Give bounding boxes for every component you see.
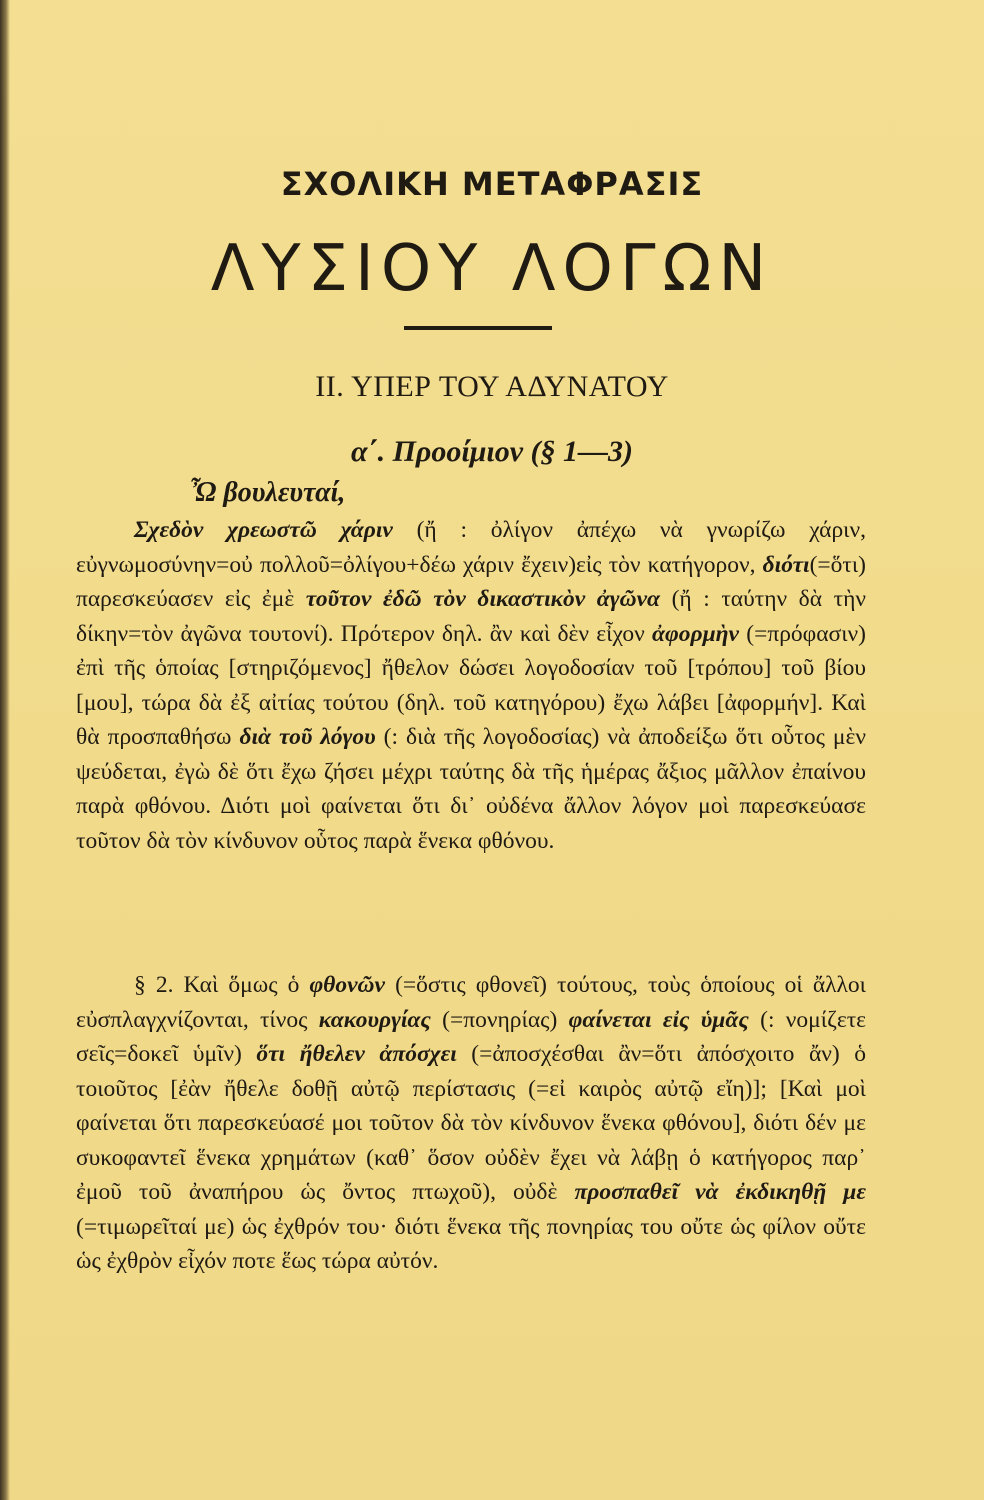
para2-segment: κακουργίας [318,1006,431,1033]
para1-segment: Σχεδὸν χρεωστῶ χάριν [134,517,393,543]
series-title: ΣΧΟΛΙΚΗ ΜΕΤΑΦΡΑΣΙΣ [280,165,704,203]
para1-segment: (ἤ : ὀλίγον ἀπέχω νὰ γνωρίζω χάριν, εὐγνωμοσύνην=οὐ πολλοῦ=ὀλίγου+δέω χάριν ἔχειν)εἰς τὸν κατήγορον, [76,517,866,578]
para1-segment: ἀφορμὴν [651,620,739,647]
para2-segment: ὅτι ἤθελεν ἀπόσχει [256,1041,457,1067]
para2-segment: (=ὅστις φθονεῖ) τούτους, τοὺς ὁποίους οἱ ἄλλοι εὐσπλαγχνίζονται, τίνος [76,972,866,1033]
para1-segment: (=ὅτι) παρεσκεύασεν εἰς ἐμὲ [76,551,866,612]
para1-segment: (=πρόφασιν) ἐπὶ τῆς ὁποίας [στηριζόμενος] ἤθελον δώσει λογοδοσίαν τοῦ [τρόπου] τοῦ βίου [μου], τώρα δὰ ἐξ αἰτίας τούτου (δηλ. τοῦ κατηγόρου) ἔχω λάβει [ἀφορμήν]. Καὶ θὰ προσπαθήσω [76,620,866,750]
subsection-heading: α΄. Προοίμιον (§ 1—3) [350,435,634,468]
para2-segment: (=ἀποσχέσθαι ἂν=ὅτι ἀπόσχοιτο ἄν) ὁ τοιοῦτος [ἐὰν ἤθελε δοθῇ αὐτῷ περίστασις (=εἰ καιρὸς αὐτῷ εἴη)]; [Καὶ μοὶ φαίνεται ὅτι παρεσκεύασέ μοι τοῦτον δὰ τὸν κίνδυνον ἕνεκα φθόνου], διότι δέν με συκοφαντεῖ ἕνεκα χρημάτων (καθ᾿ ὅσον οὐδὲν ἔχει νὰ λάβῃ ὁ κατήγορος παρ᾿ ἐμοῦ τοῦ ἀναπήρου ὡς ὄντος πτωχοῦ), οὐδὲ [76,1041,866,1205]
para1-segment: διότι [762,551,810,578]
para2-segment: φθονῶν [309,972,385,998]
para2-segment: § 2. Καὶ ὅμως ὁ [134,972,310,998]
para2-segment: (=πονηρίας) [430,1006,569,1033]
para2-segment: φαίνεται εἰς ὑμᾶς [568,1006,749,1033]
paragraph-2 [76,968,866,1279]
paragraph-1 [76,513,866,858]
salutation: Ὦ βουλευταί, [190,477,346,508]
title-divider [404,326,552,330]
para2-segment: προσπαθεῖ νὰ ἐκδικηθῇ με [574,1179,866,1205]
page-binding-edge [0,0,10,1500]
para2-segment: (: νομίζετε σεῖς=δοκεῖ ὑμῖν) [76,1006,867,1067]
para1-segment: τοῦτον ἐδῶ τὸν δικαστικὸν ἀγῶνα [305,586,661,612]
section-title: ΙΙ. ΥΠΕΡ ΤΟΥ ΑΔΥΝΑΤΟΥ [315,370,669,403]
para1-segment: διὰ τοῦ λόγου [239,724,376,750]
book-title: ΛΥΣΙΟΥ ΛΟΓΩΝ [210,232,774,306]
para1-segment: (ἤ : ταύτην δὰ τὴν δίκην=τὸν ἀγῶνα τουτονί). Πρότερον δηλ. ἂν καὶ δὲν εἶχον [76,586,866,647]
para2-segment: (=τιμωρεῖταί με) ὡς ἐχθρόν του· διότι ἕνεκα τῆς πονηρίας του οὔτε ὡς φίλον οὔτε ὡς ἐχθρὸν εἶχόν ποτε ἕως τώρα αὐτόν. [76,1213,866,1274]
para1-segment: (: διὰ τῆς λογοδοσίας) νὰ ἀποδείξω ὅτι οὗτος μὲν ψεύδεται, ἐγὼ δὲ ὅτι ἔχω ζήσει μέχρι ταύτης δὰ τῆς ἡμέρας ἄξιος μᾶλλον ἐπαίνου παρὰ φθόνου. Διότι μοὶ φαίνεται ὅτι δι᾿ οὐδένα ἄλλον λόγον μοὶ παρεσκεύασε τοῦτον δὰ τὸν κίνδυνον οὗτος παρὰ ἕνεκα φθόνου. [76,724,866,854]
